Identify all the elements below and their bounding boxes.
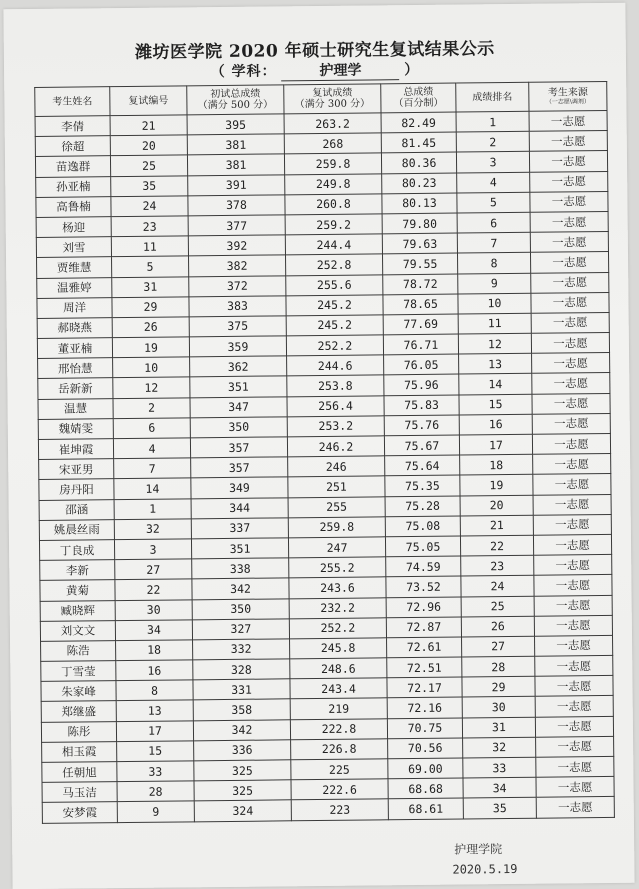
cell-id: 5 [112,256,189,277]
header-name: 考生姓名 [35,87,110,117]
cell-id: 18 [116,640,193,661]
header-total-label: 总成绩 [403,86,434,99]
cell-name: 郑继盛 [41,701,116,722]
cell-rank: 13 [459,354,532,375]
cell-source: 一志愿 [536,756,614,777]
page-title: 潍坊医学院 2020 年硕士研究生复试结果公示 [134,39,495,63]
cell-total: 79.80 [382,213,457,234]
cell-total: 75.76 [384,415,459,436]
cell-id: 24 [111,196,188,217]
cell-source: 一志愿 [530,211,608,232]
cell-rank: 22 [460,535,533,556]
cell-id: 32 [114,519,191,540]
cell-initial: 381 [187,134,284,155]
cell-retest: 263.2 [284,113,381,134]
cell-initial: 350 [192,598,289,619]
cell-source: 一志愿 [532,433,610,454]
cell-total: 72.51 [387,657,462,678]
cell-total: 81.45 [381,132,456,153]
cell-total: 75.05 [385,536,460,557]
cell-rank: 30 [462,697,535,718]
cell-id: 19 [112,337,189,358]
cell-total: 75.08 [385,516,460,537]
cell-retest: 252.2 [286,335,383,356]
cell-name: 郝晓燕 [37,318,112,339]
cell-retest: 243.4 [290,678,387,699]
cell-name: 黄菊 [40,580,115,601]
cell-name: 马玉洁 [42,782,117,803]
cell-total: 75.35 [385,475,460,496]
header-initial-label: 初试总成绩 [210,88,261,101]
cell-total: 70.75 [387,718,462,739]
cell-initial: 344 [191,497,288,518]
cell-initial: 383 [189,296,286,317]
header-initial [187,85,284,115]
cell-initial: 349 [191,477,288,498]
cell-retest: 222.6 [291,779,388,800]
cell-name: 丁雪莹 [41,661,116,682]
cell-initial: 351 [190,376,287,397]
cell-name: 温慧 [38,398,113,419]
cell-name: 李新 [40,560,115,581]
cell-source: 一志愿 [533,534,611,555]
table-body [35,110,614,823]
cell-name: 刘雪 [36,237,111,258]
cell-total: 80.36 [381,152,456,173]
cell-initial: 332 [193,639,290,660]
cell-total: 75.64 [385,455,460,476]
cell-retest: 243.6 [289,577,386,598]
cell-total: 75.67 [384,435,459,456]
cell-id: 7 [114,458,191,479]
cell-rank: 34 [463,777,536,798]
cell-retest: 245.8 [290,638,387,659]
cell-total: 74.59 [386,556,461,577]
cell-total: 68.68 [388,778,463,799]
cell-name: 任朝旭 [42,762,117,783]
cell-retest: 253.2 [287,416,384,437]
cell-id: 23 [111,216,188,237]
cell-retest: 259.2 [285,214,382,235]
cell-initial: 395 [187,114,284,135]
cell-source: 一志愿 [531,312,609,333]
cell-initial: 357 [190,437,287,458]
cell-initial: 324 [194,800,291,821]
cell-retest: 256.4 [287,395,384,416]
cell-retest: 246 [288,456,385,477]
cell-id: 6 [113,418,190,439]
cell-initial: 382 [189,255,286,276]
cell-retest: 268 [284,133,381,154]
cell-name: 贾维慧 [37,257,112,278]
cell-rank: 17 [459,434,532,455]
cell-rank: 23 [461,555,534,576]
cell-retest: 260.8 [285,194,382,215]
cell-rank: 8 [457,253,530,274]
cell-rank: 32 [463,737,536,758]
cell-id: 1 [114,498,191,519]
cell-source: 一志愿 [531,272,609,293]
cell-id: 31 [112,276,189,297]
cell-id: 35 [111,175,188,196]
cell-total: 72.96 [386,597,461,618]
cell-initial: 381 [187,154,284,175]
cell-initial: 328 [193,659,290,680]
header-id: 复试编号 [110,86,187,116]
subject-open: （ 学科： [210,63,277,81]
cell-rank: 26 [461,616,534,637]
cell-source: 一志愿 [531,292,609,313]
cell-id: 12 [113,377,190,398]
cell-initial: 362 [190,356,287,377]
cell-initial: 375 [189,316,286,337]
cell-name: 宋亚男 [39,459,114,480]
cell-id: 11 [111,236,188,257]
cell-total: 75.83 [384,395,459,416]
cell-initial: 377 [188,215,285,236]
cell-id: 3 [114,539,191,560]
cell-total: 72.16 [387,697,462,718]
cell-rank: 7 [457,232,530,253]
cell-source: 一志愿 [534,555,612,576]
cell-initial: 350 [190,417,287,438]
cell-id: 8 [116,680,193,701]
cell-name: 周洋 [37,297,112,318]
cell-name: 温雅婷 [37,277,112,298]
cell-total: 73.52 [386,576,461,597]
header-total-sub: （百分制） [393,97,444,110]
cell-name: 朱家峰 [41,681,116,702]
footer-org: 护理学院 [454,842,503,857]
header-initial-sub: （满分 500 分） [197,99,274,112]
header-source [529,81,607,111]
header-retest [284,84,381,114]
cell-total: 80.13 [382,193,457,214]
cell-retest: 252.8 [285,254,382,275]
cell-name: 安梦霞 [42,802,117,823]
cell-retest: 252.2 [289,617,386,638]
cell-rank: 11 [458,313,531,334]
document-page [3,3,634,889]
cell-total: 76.71 [383,334,458,355]
cell-source: 一志愿 [529,110,607,131]
cell-id: 13 [116,700,193,721]
cell-name: 刘文文 [40,620,115,641]
cell-source: 一志愿 [535,716,613,737]
cell-rank: 15 [459,394,532,415]
cell-retest: 244.4 [285,234,382,255]
cell-initial: 336 [194,740,291,761]
cell-rank: 29 [462,677,535,698]
cell-retest: 232.2 [289,597,386,618]
cell-rank: 20 [460,495,533,516]
cell-source: 一志愿 [534,615,612,636]
cell-name: 邢怡慧 [38,358,113,379]
cell-name: 臧晓辉 [40,600,115,621]
cell-name: 姚晨丝雨 [39,519,114,540]
cell-name: 相玉霞 [42,741,117,762]
cell-source: 一志愿 [534,595,612,616]
cell-retest: 222.8 [290,718,387,739]
cell-rank: 24 [461,576,534,597]
cell-total: 75.28 [385,496,460,517]
subject-value: 护理学 [281,59,399,81]
cell-rank: 1 [456,111,529,132]
cell-id: 33 [117,761,194,782]
cell-name: 崔坤霞 [38,439,113,460]
cell-id: 21 [110,115,187,136]
cell-initial: 342 [192,578,289,599]
cell-rank: 9 [458,273,531,294]
cell-source: 一志愿 [532,393,610,414]
cell-name: 董亚楠 [37,338,112,359]
cell-rank: 28 [462,656,535,677]
cell-id: 25 [110,155,187,176]
cell-name: 苗逸群 [35,156,110,177]
cell-total: 72.17 [387,677,462,698]
cell-rank: 16 [459,414,532,435]
cell-name: 房丹阳 [39,479,114,500]
cell-retest: 255 [288,496,385,517]
cell-total: 80.23 [382,173,457,194]
cell-source: 一志愿 [530,191,608,212]
cell-retest: 259.8 [284,153,381,174]
cell-source: 一志愿 [533,494,611,515]
cell-source: 一志愿 [532,373,610,394]
cell-rank: 3 [456,152,529,173]
cell-total: 82.49 [381,112,456,133]
cell-source: 一志愿 [530,171,608,192]
cell-total: 75.96 [384,374,459,395]
cell-retest: 255.2 [289,557,386,578]
cell-source: 一志愿 [532,353,610,374]
cell-source: 一志愿 [535,655,613,676]
cell-initial: 392 [188,235,285,256]
cell-name: 陈浩 [41,641,116,662]
cell-id: 4 [113,438,190,459]
cell-rank: 27 [462,636,535,657]
cell-total: 68.61 [388,798,463,819]
cell-total: 70.56 [388,738,463,759]
cell-name: 岳新新 [38,378,113,399]
cell-source: 一志愿 [529,151,607,172]
cell-retest: 249.8 [285,173,382,194]
cell-retest: 219 [290,698,387,719]
cell-rank: 2 [456,131,529,152]
cell-id: 30 [115,599,192,620]
cell-id: 2 [113,397,190,418]
header-retest-sub: （满分 300 分） [294,98,371,111]
subject-close: ） [404,61,420,79]
cell-name: 孙亚楠 [36,176,111,197]
cell-id: 10 [113,357,190,378]
cell-retest: 245.2 [286,315,383,336]
cell-rank: 33 [463,757,536,778]
cell-retest: 244.6 [287,355,384,376]
cell-source: 一志愿 [531,333,609,354]
cell-rank: 12 [458,333,531,354]
cell-retest: 259.8 [288,517,385,538]
cell-rank: 21 [460,515,533,536]
cell-name: 丁良成 [39,540,114,561]
cell-retest: 253.8 [287,375,384,396]
cell-retest: 246.2 [287,436,384,457]
cell-total: 77.69 [383,314,458,335]
cell-initial: 325 [194,780,291,801]
cell-retest: 248.6 [290,658,387,679]
header-source-sub: （一志愿\调剂） [545,98,590,106]
header-retest-label: 复试成绩 [312,87,353,100]
cell-retest: 255.6 [286,274,383,295]
cell-total: 69.00 [388,758,463,779]
cell-id: 29 [112,297,189,318]
results-table [34,81,615,824]
cell-source: 一志愿 [535,696,613,717]
cell-source: 一志愿 [536,777,614,798]
cell-initial: 358 [193,699,290,720]
cell-id: 15 [117,741,194,762]
cell-source: 一志愿 [530,252,608,273]
cell-initial: 378 [188,195,285,216]
cell-initial: 347 [190,396,287,417]
cell-retest: 223 [291,799,388,820]
footer-date: 2020.5.19 [452,861,518,877]
cell-source: 一志愿 [535,676,613,697]
cell-rank: 14 [459,374,532,395]
cell-total: 78.72 [383,274,458,295]
cell-id: 27 [115,559,192,580]
cell-retest: 245.2 [286,295,383,316]
cell-source: 一志愿 [536,736,614,757]
cell-id: 14 [114,478,191,499]
cell-retest: 226.8 [291,739,388,760]
cell-source: 一志愿 [536,797,614,818]
cell-name: 陈彤 [41,721,116,742]
cell-name: 高鲁楠 [36,196,111,217]
cell-total: 72.87 [386,617,461,638]
cell-source: 一志愿 [533,454,611,475]
cell-rank: 35 [463,798,536,819]
cell-initial: 359 [189,336,286,357]
header-rank: 成绩排名 [456,82,529,112]
cell-retest: 225 [291,759,388,780]
cell-source: 一志愿 [533,514,611,535]
cell-id: 9 [117,801,194,822]
cell-source: 一志愿 [529,131,607,152]
cell-name: 魏婧雯 [38,418,113,439]
cell-initial: 331 [193,679,290,700]
cell-name: 杨迎 [36,217,111,238]
cell-initial: 372 [189,275,286,296]
cell-source: 一志愿 [532,413,610,434]
cell-id: 26 [112,317,189,338]
cell-initial: 327 [192,619,289,640]
cell-initial: 342 [193,719,290,740]
cell-id: 17 [116,720,193,741]
cell-source: 一志愿 [534,575,612,596]
cell-rank: 31 [462,717,535,738]
cell-retest: 247 [288,537,385,558]
cell-rank: 4 [457,172,530,193]
cell-total: 72.61 [387,637,462,658]
header-total [381,83,456,113]
cell-rank: 5 [457,192,530,213]
cell-rank: 10 [458,293,531,314]
cell-rank: 18 [460,454,533,475]
cell-id: 34 [115,620,192,641]
cell-total: 78.65 [383,294,458,315]
cell-initial: 325 [194,760,291,781]
cell-total: 76.05 [384,354,459,375]
cell-id: 28 [117,781,194,802]
cell-source: 一志愿 [535,635,613,656]
cell-id: 16 [116,660,193,681]
cell-initial: 357 [191,457,288,478]
cell-source: 一志愿 [533,474,611,495]
cell-total: 79.63 [382,233,457,254]
cell-rank: 25 [461,596,534,617]
cell-initial: 391 [188,174,285,195]
cell-initial: 351 [191,538,288,559]
cell-initial: 337 [191,518,288,539]
cell-name: 李倩 [35,116,110,137]
cell-rank: 6 [457,212,530,233]
cell-id: 22 [115,579,192,600]
header-source-label: 考生来源 [547,87,588,99]
cell-name: 徐超 [35,136,110,157]
cell-id: 20 [110,135,187,156]
cell-initial: 338 [192,558,289,579]
cell-retest: 251 [288,476,385,497]
cell-name: 邵涵 [39,499,114,520]
cell-total: 79.55 [382,253,457,274]
cell-rank: 19 [460,475,533,496]
cell-source: 一志愿 [530,232,608,253]
